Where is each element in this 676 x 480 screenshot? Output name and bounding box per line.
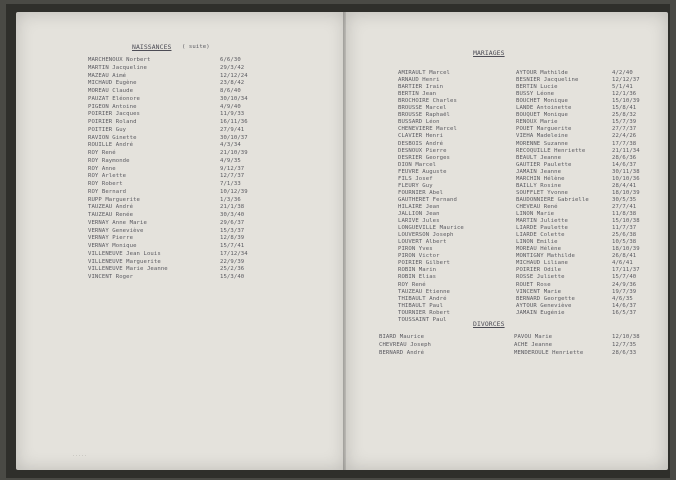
marriage-date: 10/10/36	[612, 175, 640, 182]
groom-name: CHENEVIERE Marcel	[398, 126, 457, 133]
birth-date: 10/12/39	[220, 188, 248, 195]
bride-name: MOREAU Hélène	[516, 246, 562, 253]
bride-name: JAMAIN Jeanne	[516, 168, 562, 175]
marriage-date: 14/6/37	[612, 302, 637, 309]
bride-name: POUET Marguerite	[516, 126, 572, 133]
marriage-date: 24/9/36	[612, 281, 637, 288]
bride-name: LINON Emilie	[516, 239, 558, 246]
birth-name: ROY Raymonde	[88, 157, 130, 164]
bride-name: ROUET Rose	[516, 281, 551, 288]
marriage-date: 27/7/37	[612, 126, 637, 133]
marriage-date: 18/10/39	[612, 246, 640, 253]
birth-name: ROY Robert	[88, 181, 123, 187]
groom-name: ROY René	[398, 281, 426, 288]
groom-name: BUSSARD Léon	[398, 119, 440, 126]
marriage-date: 26/8/41	[612, 253, 637, 260]
open-register	[6, 4, 670, 478]
groom-name: FILS Josef	[398, 175, 433, 182]
birth-date: 23/8/42	[220, 80, 245, 87]
marriage-date: 5/1/41	[612, 84, 633, 91]
groom-name: PIRON Victor	[398, 253, 440, 260]
birth-date: 15/3/37	[220, 227, 245, 234]
birth-name: ROY René	[88, 150, 116, 156]
marriage-date: 4/2/40	[612, 70, 633, 76]
marriage-date: 22/4/26	[612, 133, 637, 140]
groom-name: PIRON Yves	[398, 246, 433, 253]
marriage-date: 17/11/37	[612, 267, 640, 274]
birth-name: TAUZEAU André	[88, 204, 134, 211]
bride-name: BERNARD Georgette	[516, 295, 575, 302]
groom-name: GAUTHERET Fernand	[398, 196, 457, 203]
bride-name: MICHAUD Liliane	[516, 260, 569, 267]
birth-date: 6/6/30	[220, 57, 241, 63]
bride-name: RECOQUILLE Henriette	[516, 147, 586, 154]
bride-name: VINCENT Marie	[516, 288, 562, 295]
bride-name: CHEVEAU René	[516, 203, 558, 210]
birth-date: 15/7/41	[220, 243, 245, 249]
marriage-date: 4/6/35	[612, 295, 633, 302]
bride-name: BESNIER Jacqueline	[516, 77, 579, 84]
groom-name: DESRIER Georges	[398, 154, 451, 161]
groom-name: BROUSSE Marcel	[398, 105, 447, 112]
bride-name: BAUDONNIERE Gabrielle	[516, 196, 589, 203]
groom-name: BARTIER Irain	[398, 84, 444, 91]
birth-name: MARCHENOUX Norbert	[88, 57, 151, 63]
groom-name: BROUSSE Raphaël	[398, 112, 451, 119]
marriage-date: 25/8/32	[612, 112, 637, 119]
groom-name: ROBIN Marin	[398, 267, 437, 274]
birth-name: ROY Bernard	[88, 188, 127, 195]
birth-date: 4/9/40	[220, 103, 241, 110]
marriage-date: 28/4/41	[612, 182, 637, 189]
bride-name: MARTIN Juliette	[516, 218, 569, 225]
birth-date: 30/10/34	[220, 95, 248, 102]
birth-name: VERNAY Monique	[88, 243, 137, 249]
birth-date: 12/8/39	[220, 235, 245, 242]
birth-date: 29/6/37	[220, 219, 245, 226]
marriage-date: 11/7/37	[612, 225, 637, 232]
groom-name: LONGUEVILLE Maurice	[398, 225, 464, 232]
birth-date: 30/3/40	[220, 212, 245, 218]
marriage-date: 15/10/38	[612, 218, 640, 225]
bride-name: BERTIN Lucie	[516, 84, 558, 91]
marriage-date: 21/11/34	[612, 147, 640, 154]
page-footnote: .....	[72, 452, 88, 458]
marriage-date: 25/6/38	[612, 232, 637, 239]
bride-name: BEAULT Jeanne	[516, 154, 562, 161]
divorce-husband: BERNARD André	[379, 350, 425, 356]
groom-name: LARIVE Jules	[398, 218, 440, 225]
marriage-date: 15/8/41	[612, 105, 637, 112]
birth-date: 1/3/36	[220, 196, 241, 203]
birth-name: MARTIN Jacqueline	[88, 64, 147, 71]
bride-name: BUSSY Léone	[516, 91, 555, 98]
divorces-heading: DIVORCES	[473, 320, 505, 328]
birth-name: VERNAY Geneviève	[88, 227, 144, 234]
marriage-date: 11/8/38	[612, 211, 637, 217]
birth-name: PAUZAT Eléonore	[88, 95, 141, 102]
groom-name: BERTIN Jean	[398, 91, 437, 98]
bride-name: AYTOUR Mathilde	[516, 70, 569, 76]
bride-name: RENOUX Marie	[516, 119, 558, 126]
birth-date: 21/10/39	[220, 150, 248, 156]
birth-date: 17/12/34	[220, 250, 248, 257]
divorce-date: 12/10/38	[612, 334, 640, 340]
marriage-date: 10/5/38	[612, 239, 637, 246]
divorce-husband: CHEVREAU Joseph	[379, 342, 432, 348]
birth-date: 25/2/36	[220, 266, 245, 273]
groom-name: CLAVIER Henri	[398, 133, 444, 140]
birth-date: 22/9/39	[220, 258, 245, 265]
birth-name: POIRIER Jacques	[88, 111, 141, 118]
groom-name: TOUSSAINT Paul	[398, 316, 447, 323]
birth-date: 30/10/37	[220, 134, 248, 141]
marriage-date: 30/11/38	[612, 168, 640, 175]
birth-name: POITIER Guy	[88, 126, 127, 133]
birth-date: 15/3/40	[220, 274, 245, 280]
bride-name: LINON Marie	[516, 211, 555, 217]
birth-date: 16/11/36	[220, 119, 248, 125]
bride-name: VIEHA Madeleine	[516, 133, 569, 140]
birth-date: 11/9/33	[220, 111, 245, 118]
marriage-date: 14/6/37	[612, 161, 637, 168]
bride-name: MARCHIN Hélène	[516, 175, 565, 182]
birth-name: TAUZEAU Renée	[88, 212, 134, 218]
birth-name: VILLENEUVE Marie Jeanne	[88, 266, 168, 273]
marriage-date: 27/7/41	[612, 203, 637, 210]
bride-name: GAUTIER Paulette	[516, 161, 572, 168]
left-page	[16, 12, 346, 470]
birth-date: 12/12/24	[220, 72, 248, 79]
birth-date: 7/1/33	[220, 181, 241, 187]
marriage-date: 18/10/39	[612, 189, 640, 196]
birth-name: MAZEAU Aimé	[88, 72, 127, 79]
birth-name: VERNAY Pierre	[88, 235, 134, 242]
groom-name: TAUZEAU Etienne	[398, 288, 451, 295]
bride-name: BOUQUET Monique	[516, 112, 569, 119]
birth-name: VINCENT Roger	[88, 274, 134, 280]
groom-name: DION Marcel	[398, 161, 437, 168]
bride-name: LIARDE Paulette	[516, 225, 569, 232]
birth-name: ROY Anne	[88, 165, 116, 172]
birth-name: ROY Arlette	[88, 173, 127, 180]
groom-name: THIBAULT André	[398, 295, 447, 302]
marriage-date: 12/12/37	[612, 77, 640, 84]
groom-name: DESBOIS André	[398, 140, 444, 147]
birth-date: 9/12/37	[220, 165, 245, 172]
marriage-date: 12/1/36	[612, 91, 637, 98]
birth-name: RAVION Ginette	[88, 134, 137, 141]
marriage-date: 30/5/35	[612, 196, 637, 203]
birth-name: MOREAU Claude	[88, 88, 134, 94]
birth-name: VILLENEUVE Marguerite	[88, 258, 161, 265]
bride-name: POIRIER Odile	[516, 267, 562, 274]
marriage-date: 16/5/37	[612, 309, 637, 316]
bride-name: SOUFFLET Yvonne	[516, 189, 569, 196]
birth-name: VERNAY Anne Marie	[88, 219, 147, 226]
births-heading: NAISSANCES	[132, 43, 172, 51]
groom-name: TOURNIER Robert	[398, 309, 451, 316]
bride-name: AYTOUR Geneviève	[516, 302, 572, 309]
groom-name: ARNAUD Henri	[398, 77, 440, 84]
bride-name: MONTIGNY Mathilde	[516, 253, 575, 260]
divorce-date: 12/7/35	[612, 342, 637, 348]
birth-date: 12/7/37	[220, 173, 245, 180]
birth-name: MICHAUD Eugène	[88, 80, 137, 87]
birth-date: 27/9/41	[220, 126, 245, 133]
groom-name: LOUVERSON Joseph	[398, 232, 454, 239]
groom-name: FEUVRE Auguste	[398, 168, 447, 175]
bride-name: MORENNE Suzanne	[516, 140, 569, 147]
birth-name: ROUILLE André	[88, 142, 134, 149]
marriages-heading: MARIAGES	[473, 49, 505, 57]
birth-date: 21/1/38	[220, 204, 245, 211]
groom-name: HILAIRE Jean	[398, 203, 440, 210]
marriage-date: 15/7/40	[612, 274, 637, 281]
divorce-date: 28/6/33	[612, 350, 637, 356]
marriage-date: 19/7/39	[612, 288, 637, 295]
marriage-date: 28/6/36	[612, 154, 637, 161]
bride-name: BOUCHET Monique	[516, 98, 569, 105]
divorce-wife: ACHE Jeanne	[514, 342, 553, 348]
groom-name: FLEURY Guy	[398, 182, 433, 189]
groom-name: DESNOUX Pierre	[398, 147, 447, 154]
groom-name: LOUVERT Albert	[398, 239, 447, 246]
groom-name: ROBIN Elias	[398, 274, 437, 281]
marriage-date: 4/6/41	[612, 260, 633, 267]
birth-name: RUPP Marguerite	[88, 196, 141, 203]
bride-name: BAILLY Rosine	[516, 182, 562, 189]
birth-name: POIRIER Roland	[88, 119, 137, 125]
birth-date: 4/3/34	[220, 142, 241, 149]
bride-name: LANDE Antoinette	[516, 105, 572, 112]
birth-date: 29/3/42	[220, 64, 245, 71]
divorce-husband: BIARD Maurice	[379, 334, 425, 340]
groom-name: THIBAULT Paul	[398, 302, 444, 309]
marriage-date: 15/7/39	[612, 119, 637, 126]
groom-name: POIRIER Gilbert	[398, 260, 451, 267]
groom-name: BROCHOIRE Charles	[398, 98, 457, 105]
divorce-wife: PAVOU Marie	[514, 334, 553, 340]
marriage-date: 15/10/39	[612, 98, 640, 105]
divorce-wife: MENDEROULE Henriette	[514, 350, 584, 356]
marriage-date: 17/7/38	[612, 140, 637, 147]
bride-name: JAMAIN Eugénie	[516, 309, 565, 316]
birth-date: 8/6/40	[220, 88, 241, 94]
right-page	[346, 12, 668, 470]
groom-name: FOURNIER Abel	[398, 189, 444, 196]
bride-name: ROSSE Juliette	[516, 274, 565, 281]
groom-name: AMIRAULT Marcel	[398, 70, 451, 76]
bride-name: LIARDE Colette	[516, 232, 565, 239]
groom-name: JALLION Jean	[398, 211, 440, 217]
birth-name: VILLENEUVE Jean Louis	[88, 250, 161, 257]
births-heading-suffix: ( suite)	[182, 44, 210, 50]
birth-name: PIGEON Antoine	[88, 103, 137, 110]
birth-date: 4/9/35	[220, 157, 241, 164]
